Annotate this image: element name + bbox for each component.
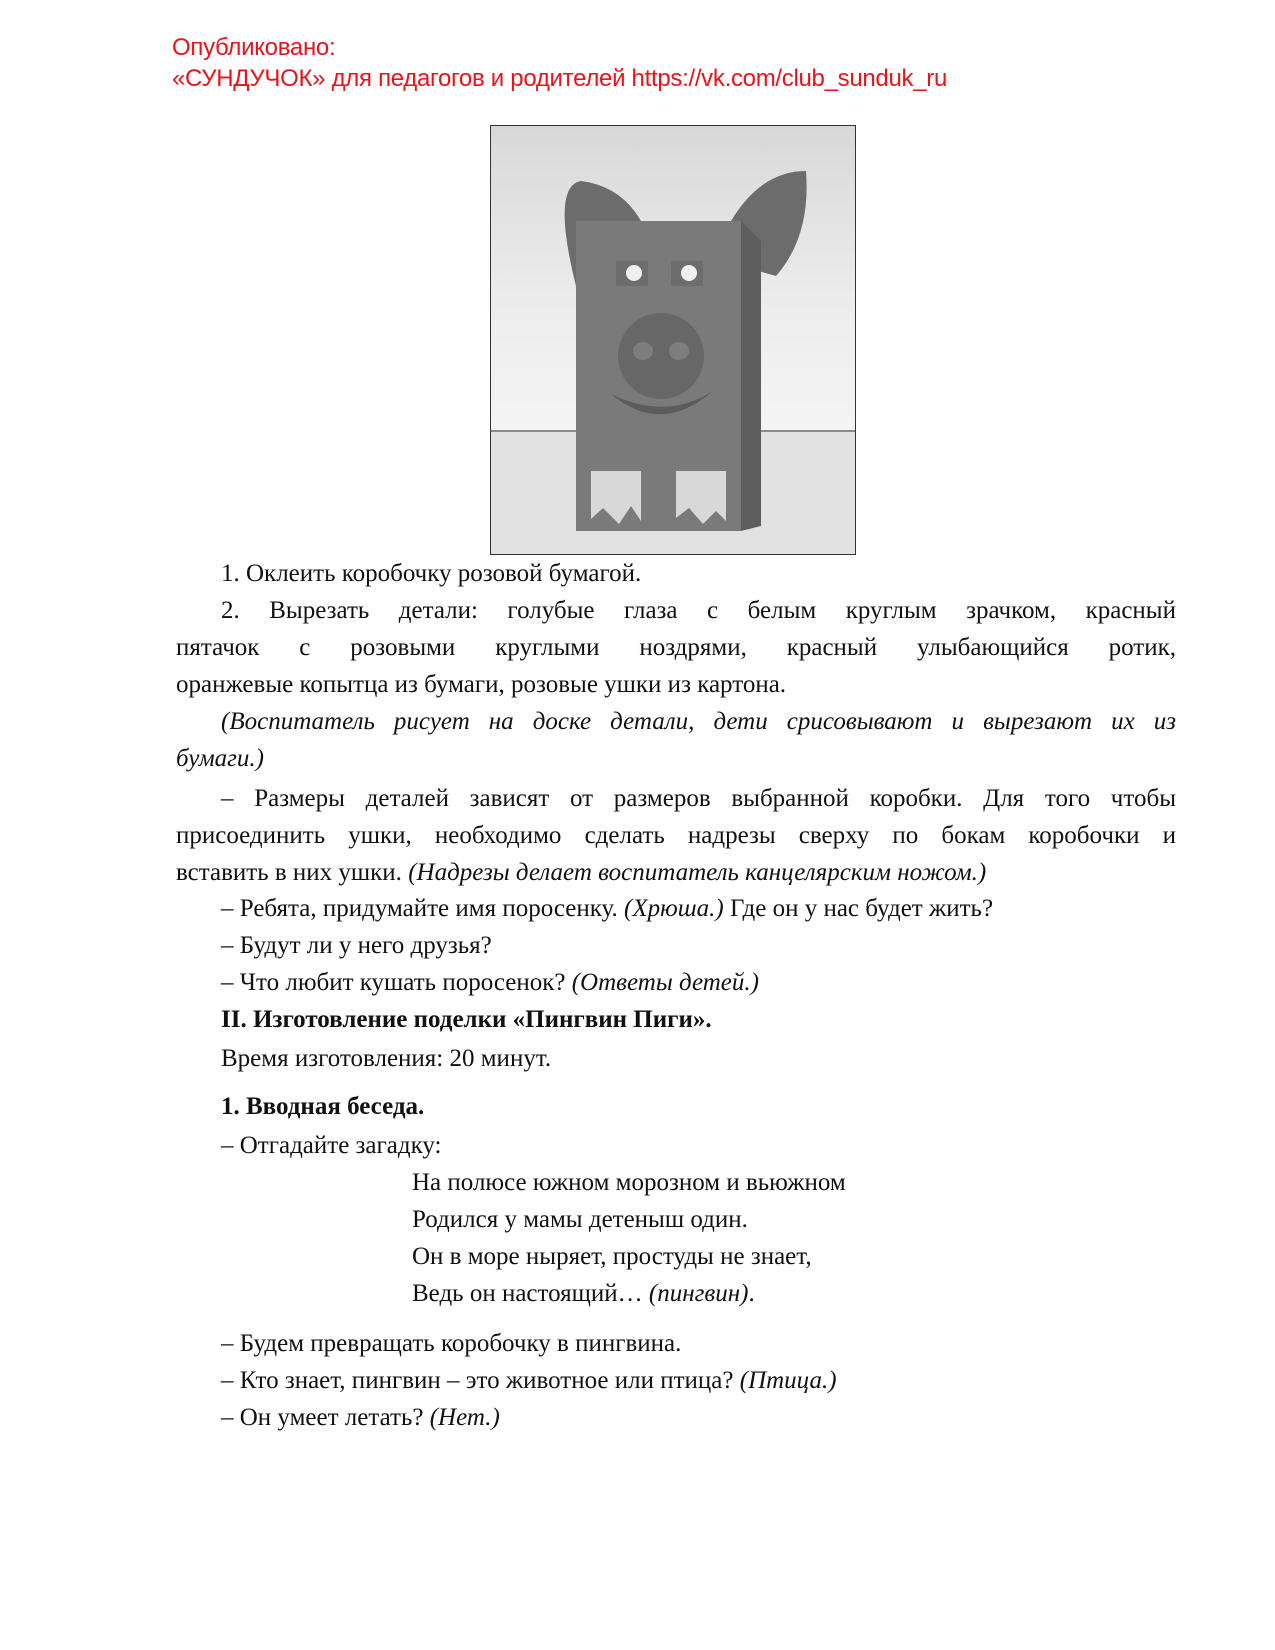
question-food-text: – Что любит кушать поросенок? [221, 969, 572, 996]
poem-period: . [748, 1280, 755, 1307]
question-animal-or-bird [221, 1362, 1221, 1400]
step-2-line-1: 2. Вырезать детали: голубые глаза с белым круглым зрачком, красный [221, 597, 1176, 624]
question-animal-or-bird-text: – Кто знает, пингвин – это животное или птица? [221, 1367, 740, 1394]
answer-bird: (Птица.) [739, 1367, 837, 1394]
poem-line-4 [412, 1275, 1275, 1313]
turn-box-into-penguin: – Будем превращать коробочку в пингвина. [221, 1330, 682, 1357]
published-label: Опубликовано: [172, 34, 336, 61]
question-can-fly [221, 1399, 1221, 1437]
answer-khryusha: (Хрюша.) [624, 895, 724, 922]
section-2-heading: II. Изготовление поделки «Пингвин Пиги». [221, 1006, 712, 1033]
pig-box-photo [490, 125, 856, 555]
answer-no: (Нет.) [429, 1404, 500, 1431]
poem-line-2: Родился у мамы детеныш один. [412, 1206, 748, 1233]
question-can-fly-text: – Он умеет летать? [221, 1404, 430, 1431]
poem-line-3: Он в море ныряет, простуды не знает, [412, 1243, 812, 1270]
question-friends: – Будут ли у него друзья? [221, 932, 492, 959]
sizes-line-3 [176, 854, 1176, 892]
making-time: Время изготовления: 20 минут. [221, 1045, 552, 1072]
step-2-line-2: пятачок с розовыми круглыми ноздрями, красный улыбающийся ротик, [176, 634, 1176, 661]
poem-line-4-text: Ведь он настоящий… [412, 1280, 649, 1307]
incision-note: (Надрезы делает воспитатель канцелярским ножом.) [408, 859, 987, 886]
teacher-note-line-1: (Воспитатель рисует на доске детали, дети срисовывают и вырезают их из [221, 708, 1176, 735]
intro-talk-heading: 1. Вводная беседа. [221, 1093, 425, 1120]
sizes-line-2: присоединить ушки, необходимо сделать надрезы сверху по бокам коробочки и [176, 822, 1176, 849]
source-link[interactable]: «СУНДУЧОК» для педагогов и родителей https://vk.com/club_sunduk_ru [172, 65, 948, 92]
sizes-line-3-text: вставить в них ушки. [176, 859, 409, 886]
pig-box-image [491, 126, 856, 555]
question-food [221, 964, 1221, 1002]
children-answers: (Ответы детей.) [571, 969, 759, 996]
step-2-line-3: оранжевые копытца из бумаги, розовые ушки из картона. [176, 671, 787, 698]
poem-line-1: На полюсе южном морозном и вьюжном [412, 1169, 846, 1196]
question-live-text: Где он у нас будет жить? [723, 895, 994, 922]
sizes-line-1: – Размеры деталей зависят от размеров выбранной коробки. Для того чтобы [221, 785, 1176, 812]
question-name-text: – Ребята, придумайте имя поросенку. [221, 895, 625, 922]
publication-header [172, 32, 947, 94]
question-name [221, 890, 1221, 928]
step-1: 1. Оклеить коробочку розовой бумагой. [221, 560, 642, 587]
teacher-note-line-2: бумаги.) [176, 745, 265, 772]
riddle-answer: (пингвин) [648, 1280, 749, 1307]
riddle-intro: – Отгадайте загадку: [221, 1132, 442, 1159]
